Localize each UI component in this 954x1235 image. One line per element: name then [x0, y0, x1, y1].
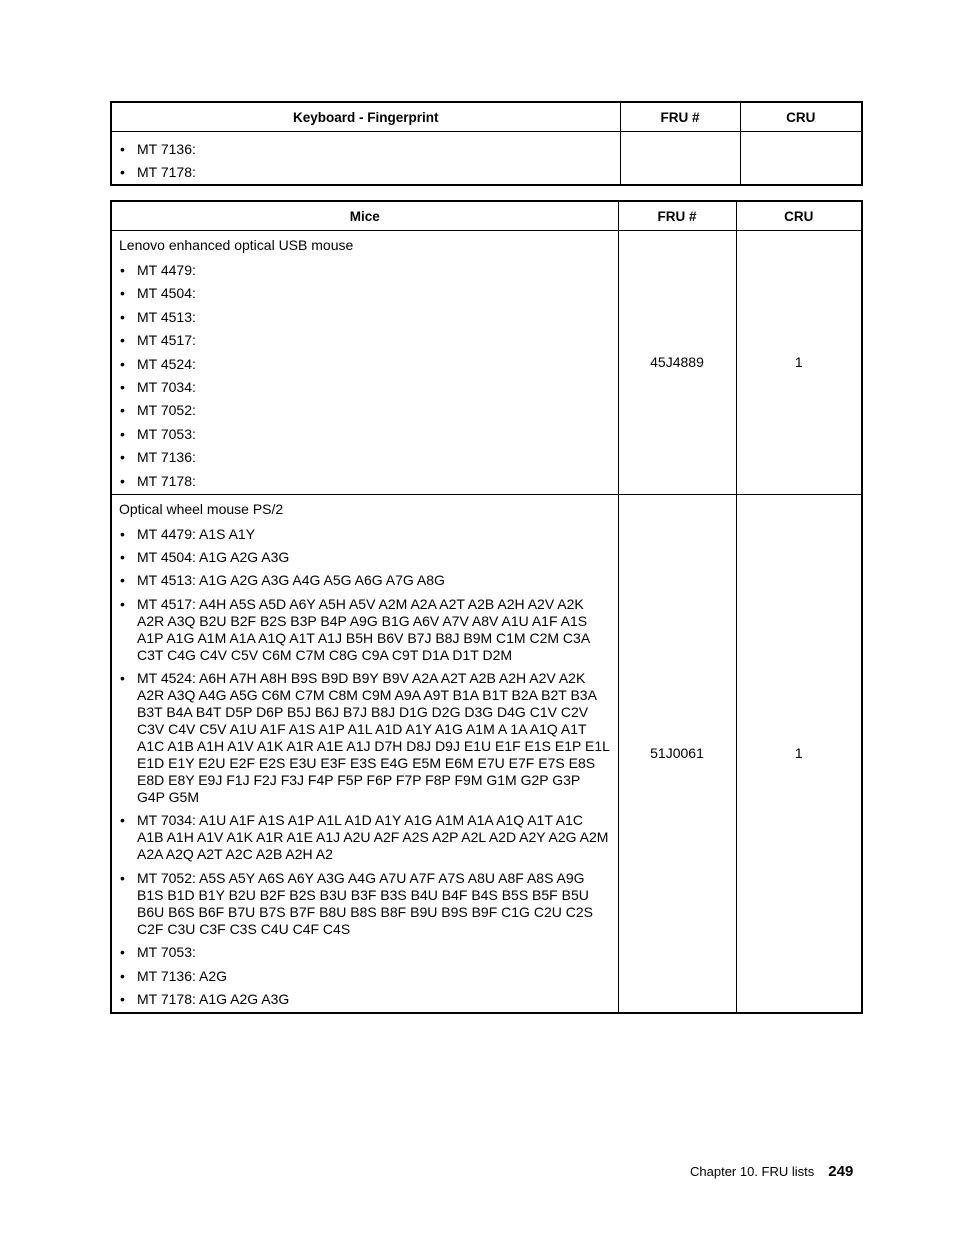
list-item: • MT 7052: A5S A5Y A6S A6Y A3G A4G A7U A7F A7S A8U A8F A8S A9G B1S B1D B1Y B2U B2F B2S B3U B3F B3S B4U B4F B4S B5S B5F B5U B6U B6S B6F B7U B7S B7F B8U B8S B8F B9U B9S B9F C1G C2U C2S C2F C3U C3F C3S C4U C4F C4S	[119, 870, 610, 938]
list-item: • MT 4479:	[119, 262, 610, 279]
column-header-cru: CRU	[740, 102, 862, 132]
list-item: • MT 7178:	[119, 164, 612, 181]
page-number: 249	[828, 1163, 854, 1180]
list-item: • MT 4513:	[119, 309, 610, 326]
product-title: Optical wheel mouse PS/2	[119, 500, 284, 517]
list-item: • MT 4513: A1G A2G A3G A4G A5G A6G A7G A8G	[119, 572, 610, 589]
fru-cell: 45J4889	[618, 231, 736, 495]
page-footer	[690, 1163, 853, 1180]
cru-cell: 1	[736, 494, 862, 1013]
list-item: • MT 7034: A1U A1F A1S A1P A1L A1D A1Y A1G A1M A1A A1Q A1T A1C A1B A1H A1V A1K A1R A1E A1J A2U A2F A2S A2P A2L A2D A2Y A2G A2M A2A A2Q A2T A2C A2B A2H A2	[119, 812, 610, 863]
list-item: • MT 4504: A1G A2G A3G	[119, 549, 610, 566]
list-item: • MT 4517:	[119, 332, 610, 349]
column-header-description: Mice	[111, 201, 618, 231]
description-cell	[111, 494, 618, 1013]
list-item: • MT 7052:	[119, 402, 610, 419]
chapter-label: Chapter 10. FRU lists	[690, 1164, 815, 1179]
fru-cell	[620, 132, 740, 186]
description-cell	[111, 132, 620, 186]
table-header-row	[111, 102, 862, 132]
machine-type-list	[119, 526, 610, 1009]
table-row	[111, 494, 862, 1013]
list-item: • MT 7053:	[119, 944, 610, 961]
product-title: Lenovo enhanced optical USB mouse	[119, 237, 354, 253]
list-item: • MT 7053:	[119, 426, 610, 443]
list-item: • MT 7136:	[119, 141, 612, 158]
keyboard-fingerprint-table	[110, 101, 863, 186]
list-item: • MT 7034:	[119, 379, 610, 396]
column-header-cru: CRU	[736, 201, 862, 231]
table-header-row	[111, 201, 862, 231]
description-cell	[111, 231, 618, 495]
column-header-fru: FRU #	[620, 102, 740, 132]
mice-table	[110, 200, 863, 1014]
table-row	[111, 231, 862, 495]
cru-cell	[740, 132, 862, 186]
fru-cell: 51J0061	[618, 494, 736, 1013]
cru-cell: 1	[736, 231, 862, 495]
list-item: • MT 4479: A1S A1Y	[119, 526, 610, 543]
list-item: • MT 4524:	[119, 356, 610, 373]
list-item: • MT 7178: A1G A2G A3G	[119, 991, 610, 1008]
list-item: • MT 7136:	[119, 449, 610, 466]
list-item: • MT 4504:	[119, 285, 610, 302]
machine-type-list	[119, 262, 610, 490]
column-header-description: Keyboard - Fingerprint	[111, 102, 620, 132]
list-item: • MT 7178:	[119, 473, 610, 490]
list-item: • MT 7136: A2G	[119, 968, 610, 985]
table-row	[111, 132, 862, 186]
list-item: • MT 4524: A6H A7H A8H B9S B9D B9Y B9V A2A A2T A2B A2H A2V A2K A2R A3Q A4G A5G C6M C7M C8M C9M A9A A9T B1A B1T B2A B2T B3A B3T B4A B4T D5P D6P B5J B6J B7J B8J D1G D2G D3G D4G C1V C2V C3V C4V C5V A1U A1F A1S A1P A1L A1D A1Y A1G A1M A 1A A1Q A1T A1C A1B A1H A1V A1K A1R A1E A1J D7H D8J D9J E1U E1F E1S E1P E1L E1D E1Y E2U E2F E2S E3U E3F E3S E4G E5M E6M E7U E7F E7S E8S E8D E8Y E9J F1J F2J F3J F4P F5P F6P F7P F8P F9M G1M G2P G3P G4P G5M	[119, 670, 610, 806]
machine-type-list	[119, 141, 612, 181]
column-header-fru: FRU #	[618, 201, 736, 231]
list-item: • MT 4517: A4H A5S A5D A6Y A5H A5V A2M A2A A2T A2B A2H A2V A2K A2R A3Q B2U B2F B2S B3P B4P A9G B1G A6V A7V A8V A1U A1F A1S A1P A1G A1M A1A A1Q A1T A1J B5H B6V B7J B8J B9M C1M C2M C3A C3T C4G C4V C5V C6M C7M C8G C9A C9T D1A D1T D2M	[119, 596, 610, 664]
